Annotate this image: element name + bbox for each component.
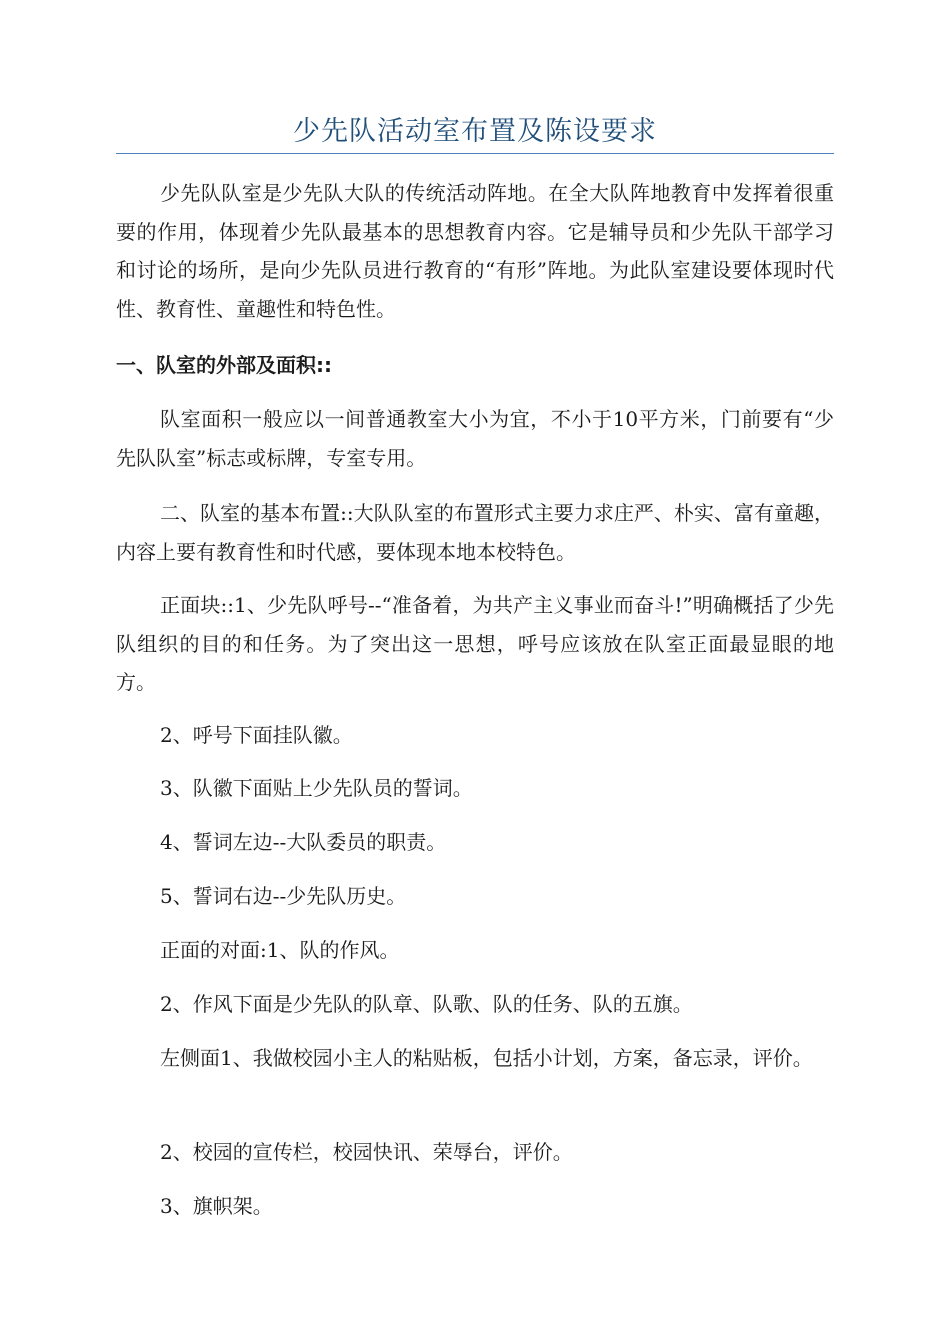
document-title: 少先队活动室布置及陈设要求 [293,116,657,147]
title-underline [116,153,834,154]
paragraph-front-4: 4、誓词左边--大队委员的职责。 [160,830,447,854]
paragraph-front-1: 正面块::1、少先队呼号--“准备着，为共产主义事业而奋斗!”明确概括了少先队组织的目的和任务。为了突出这一思想，呼号应该放在队室正面最显眼的地方。 [116,593,834,694]
paragraph-front-3: 3、队徽下面贴上少先队员的誓词。 [160,776,473,800]
paragraph-area: 队室面积一般应以一间普通教室大小为宜，不小于10平方米，门前要有“少先队队室”标志或标牌，专室专用。 [116,407,834,470]
paragraph-left-3: 3、旗帜架。 [160,1194,273,1218]
paragraph-opposite-1: 正面的对面:1、队的作风。 [160,938,400,962]
paragraph-left-1: 左侧面1、我做校园小主人的粘贴板，包括小计划，方案，备忘录，评价。 [160,1046,813,1070]
paragraph-front-2: 2、呼号下面挂队徽。 [160,723,353,747]
paragraph-front-5: 5、誓词右边--少先队历史。 [160,884,407,908]
section-heading-exterior: 一、队室的外部及面积:: [116,353,332,377]
paragraph-opposite-2: 2、作风下面是少先队的队章、队歌、队的任务、队的五旗。 [160,992,693,1016]
paragraph-left-2: 2、校园的宣传栏，校园快讯、荣辱台，评价。 [160,1140,573,1164]
intro-paragraph: 少先队队室是少先队大队的传统活动阵地。在全大队阵地教育中发挥着很重要的作用，体现着少先队最基本的思想教育内容。它是辅导员和少先队干部学习和讨论的场所，是向少先队员进行教育的“有形”阵地。为此队室建设要体现时代性、教育性、童趣性和特色性。 [116,181,834,321]
paragraph-basic-layout: 二、队室的基本布置::大队队室的布置形式主要力求庄严、朴实、富有童趣，内容上要有教育性和时代感，要体现本地本校特色。 [116,501,834,564]
